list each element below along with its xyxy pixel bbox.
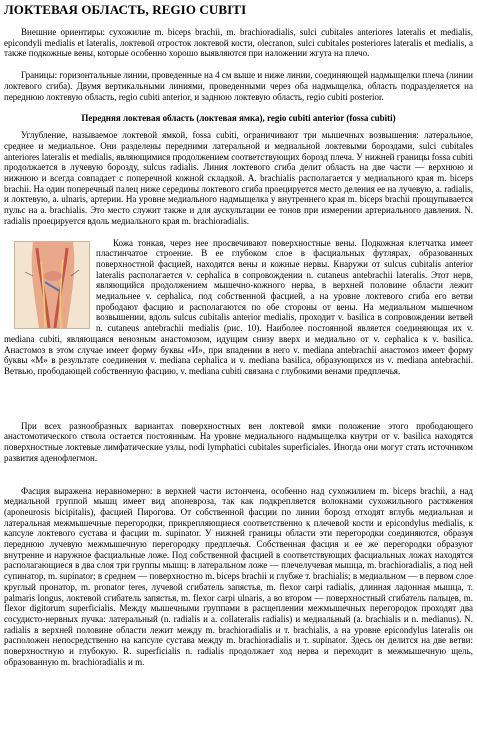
paragraph-variants: При всех разнообразных вариантах поверхностных вен локтевой ямки положение этого прободающего анастомотического ствола остается постоянным. На уровне медиального надмыщелка кнутри от v. basilica находятся поверхностные локтевые лимфатические узлы, nodi lymphatici cubitales superficiales. Иногда они могут стать источником развития аденофлегмон. — [4, 420, 473, 463]
anatomy-figure-svg — [15, 242, 89, 328]
paragraph-fascia: Фасция выражена неравномерно: в верхней части истончена, особенно над сухожилием m. biceps brachii, а над медиальной группой мышц имеет вид апоневроза, так как подкрепляется волокнами сухожильного растяжения (aponeurosis bicipitalis), фасцией Пирогова. От собственной фасции по линии борозд отходят вглубь медиальная и латеральная межмышечные перегородки, прикрепляющиеся соответственно к плечевой кости и epicondylus medialis, к капсуле локтевого сустава и фасции m. supinator. У нижней границы области эти перегородки соединяются, образуя переднюю лучевую межмышечную перегородку предплечья. Собственная фасция и ее же перегородки образуют внутренне и наружное фасциальные ложе. Под собственной фасцией в соответствующих фасциальных ложах находятся располагающиеся в два слоя три группы мышц: в латеральном ложе — плечелучевая мышца, m. brachioradialis, а под ней супинатор, m. supinator; в среднем — поверхностно m. biceps brachii и глубже т. brachialis; в медиальном — в первом слое круглый пронатор, m. pronator teres, лучевой сгибатель запястья, m. flexor carpi radialis, длинная ладонная мышца, т. palmaris longus, локтевой сгибатель запястья, m. flexor carpi ulnaris, а во втором — поверхностный сгибатель пальцев, m. flexor digitorum superficialis. Между мышечными группами в расщеплении межмышечных перегородок проходят два сосудисто-нервных пучка: латеральный (n. radialis и а. collateralis radialis) и медиальный (a. brachialis и n. medianus). N. radialis в верхней половине области лежит между m. brachioradialis и т. brachialis, а на уровне epicondylus lateralis он расположен непосредственно на капсуле сустава между m. brachioradialis и т. supinator. Здесь он делится на две ветви: поверхностную и глубокую. R. superficialis n. radialis продолжает ход нерва и переходит в межмышечную щель, образованную m. brachioradialis и m. — [4, 485, 473, 667]
section-heading-anterior: Передняя локтевая область (локтевая ямка), regio cubiti anterior (fossa cubiti) — [81, 113, 396, 124]
paragraph-skin-veins: Кожа тонкая, через нее просвечивают поверхностные вены. Подкожная клетчатка имеет пластинчатое строение. В ее глубоком слое в фасциальных футлярах, образованных поверхностной фасцией, находятся вены и кожные нервы. Кнаружи от sulcus cubitalis anterior lateralis располагается v. cephalica в сопровождении n. cutaneus antebrachii lateralis. Этот нерв, являющийся продолжением мышечно-кожного нерва, в верхней половине области лежит медиальнее v. cephalica, под собственной фасцией, а на уровне локтевого сгиба его ветви прободают фасцию и располагаются по обе стороны от вены. На медиальном мышечном возвышении, вдоль sulcus cubitalis anterior medialis, проходит v. basilica в сопровождении ветвей n. cutaneus antebrachii medialis (рис. 10). Наиболее постоянной является соединяющая их v. mediana cubiti, являющаяся венозным анастомозом, идущим снизу вверх и медиально от v. cephalica к v. basilica. Анастомоз в этом случае имеет форму буквы «И», при впадении в него v. mediana antebrachii анастомоз имеет форму буквы «М» в результате соединения v. mediana cephalica и v. mediana basilica, образующихся из v. mediana antebrachii. Ветвью, прободающей собственную фасцию, v. mediana cubiti связана с глубокими венами предплечья. — [4, 237, 473, 376]
paragraph-borders: Границы: горизонтальные линии, проведенные на 4 см выше и ниже линии, соединяющей надмыщелки плеча (линии локтевого сгиба). Двумя вертикальными линиями, проведенными через оба надмыщелка, область подразделяется на переднюю локтевую область, regio cubiti anterior, и заднюю локтевую область, regio cubiti posterior. — [4, 70, 473, 102]
paragraph-fossa: Углубление, называемое локтевой ямкой, fossa cubiti, ограничивают три мышечных возвышения: латеральное, среднее и медиальное. Они разделены передними латеральной и медиальной локтевыми бороздами, sulci cubitales anteriores lateralis et medialis, являющимися продолжением соответствующих борозд плеча. У нижней границы fossa cubiti продолжается в лучевую борозду, sulcus radialis. Линия локтевого сгиба делит область на две части — верхнюю и нижнюю и всегда совпадает с поперечной кожной складкой. А. brachialis располагается у медиального края m. biceps brachii. На один поперечный палец ниже середины локтевого сгиба проецируется место деления ее на лучевую, a. radialis, и локтевую, a. ulnaris, артерии. На уровне медиального надмыщелка у внутреннего края m. biceps brachii прощупывается пульс на a. brachialis. Это место служит также и для аускультации ее тонов при измерении артериального давления. N. radialis проецируется вдоль медиального края m. brachioradialis. — [4, 130, 473, 226]
document-page — [4, 0, 473, 667]
page-title: ЛОКТЕВАЯ ОБЛАСТЬ, REGIO CUBITI — [4, 2, 247, 17]
anatomical-illustration — [14, 241, 90, 329]
paragraph-landmarks: Внешние ориентиры: сухожилие m. biceps brachii, m. brachioradialis, sulci cubitales anteriores lateralis et medialis, epicondyli medialis et lateralis, локтевой отросток локтевой кости, olecranon, sulci cubitales posteriores lateralis et medialis, а также подкожные вены, которые особенно хорошо выявляются при наложении жгута на плечо. — [4, 27, 473, 59]
